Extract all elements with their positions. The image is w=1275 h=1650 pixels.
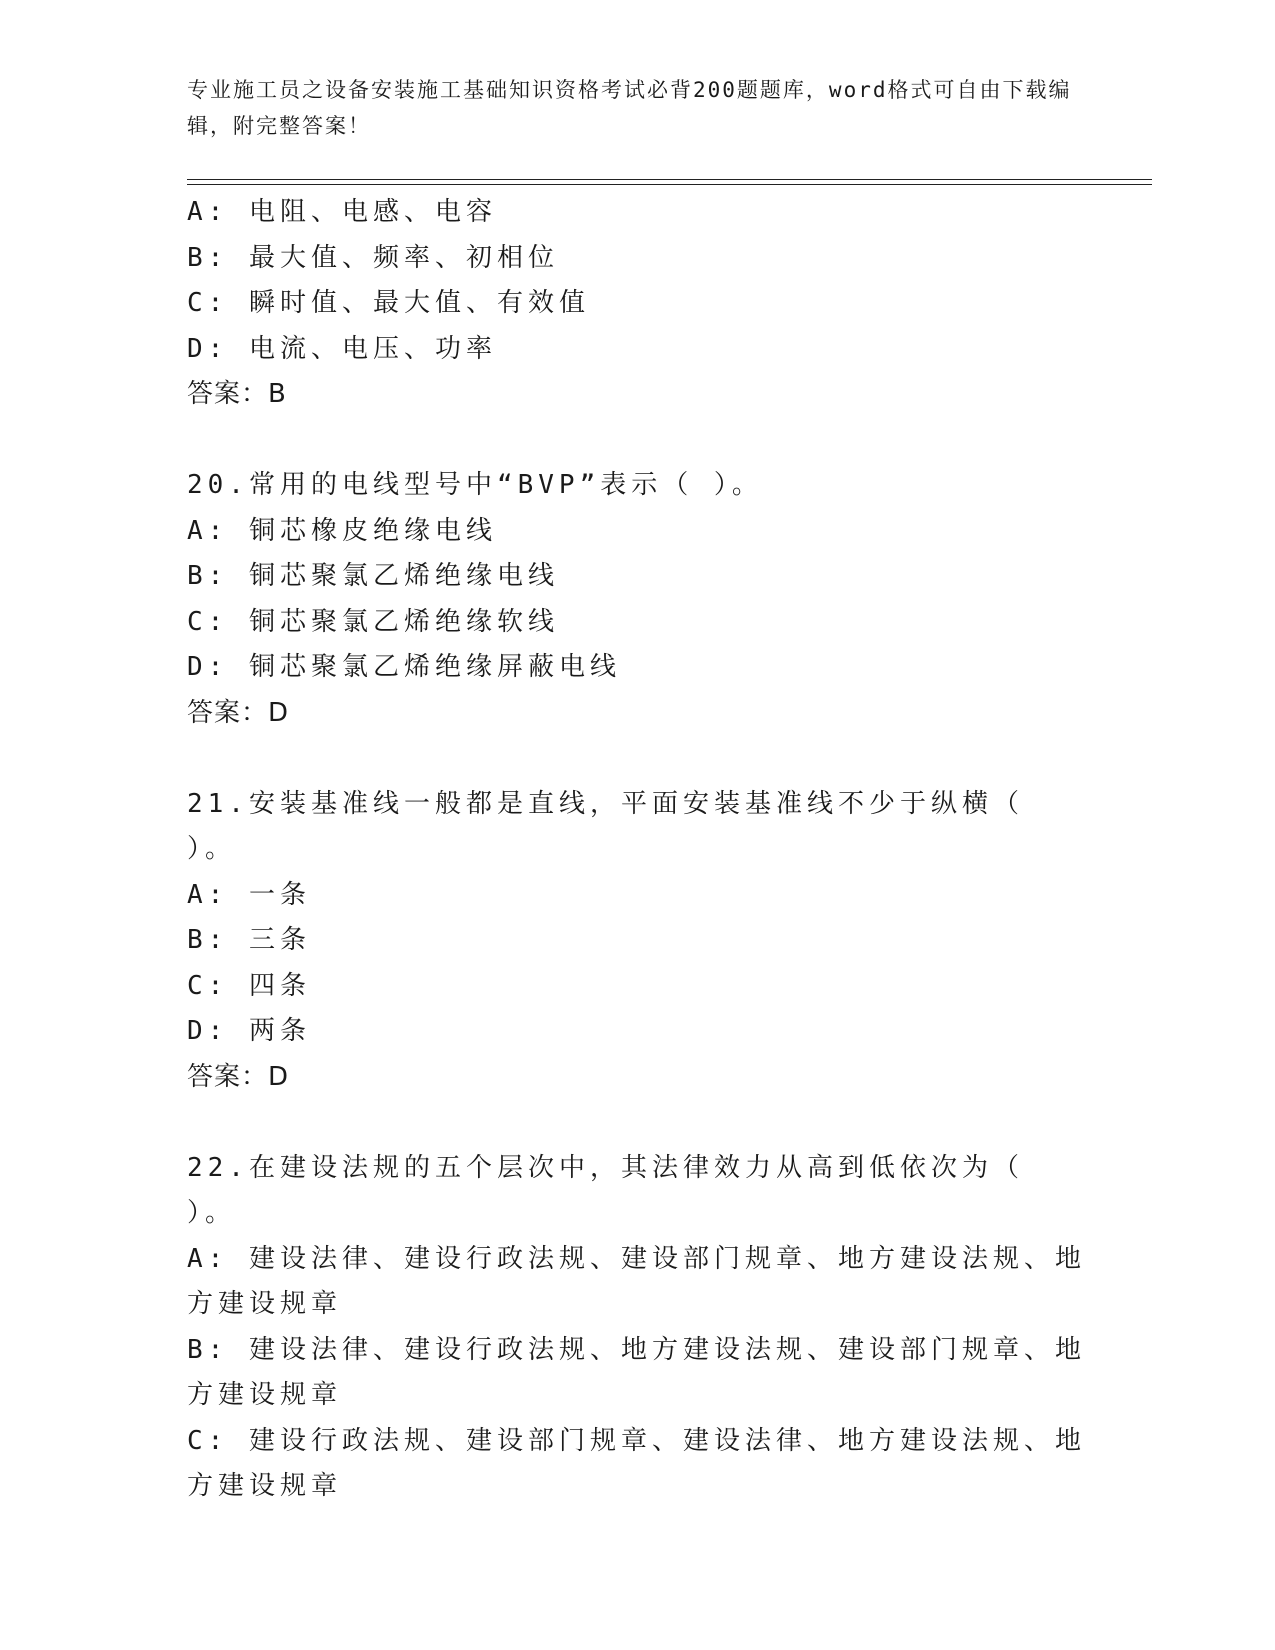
- spacer: [187, 736, 1087, 782]
- document-body: [187, 190, 1087, 1510]
- question-19-block: [187, 190, 1087, 418]
- question-20-block: [187, 463, 1087, 736]
- question-19-option-d: D: 电流、电压、功率: [187, 333, 497, 364]
- question-19-option-a: A: 电阻、电感、电容: [187, 197, 497, 227]
- question-22-option-c: C: 建设行政法规、建设部门规章、建设法律、地方建设法规、地方建设规章: [187, 1425, 1086, 1501]
- question-21-option-b: B: 三条: [187, 925, 311, 955]
- document-header: 专业施工员之设备安装施工基础知识资格考试必背200题题库，word格式可自由下载编辑，附完整答案！: [187, 78, 1072, 138]
- question-21-stem: 21.安装基准线一般都是直线，平面安装基准线不少于纵横（ ）。: [187, 788, 1045, 864]
- question-21-answer: 答案：D: [187, 1061, 290, 1092]
- question-21-option-a: A: 一条: [187, 879, 311, 910]
- question-20-option-a: A: 铜芯橡皮绝缘电线: [187, 515, 497, 546]
- question-22-stem: 22.在建设法规的五个层次中，其法律效力从高到低依次为（ ）。: [187, 1152, 1045, 1228]
- question-21-option-d: D: 两条: [187, 1016, 311, 1046]
- question-21-option-c: C: 四条: [187, 970, 311, 1001]
- header-divider-bottom: [187, 184, 1152, 185]
- question-22-option-b: B: 建设法律、建设行政法规、地方建设法规、建设部门规章、地方建设规章: [187, 1334, 1086, 1410]
- question-19-answer: 答案：B: [187, 379, 287, 409]
- question-20-option-b: B: 铜芯聚氯乙烯绝缘电线: [187, 561, 559, 591]
- spacer: [187, 1100, 1087, 1146]
- question-20-option-c: C: 铜芯聚氯乙烯绝缘软线: [187, 606, 559, 637]
- question-19-option-b: B: 最大值、频率、初相位: [187, 242, 559, 273]
- question-19-option-c: C: 瞬时值、最大值、有效值: [187, 288, 590, 318]
- question-22-block: [187, 1146, 1087, 1510]
- question-20-option-d: D: 铜芯聚氯乙烯绝缘屏蔽电线: [187, 652, 621, 682]
- question-20-answer: 答案：D: [187, 697, 290, 728]
- header-divider-top: [187, 179, 1152, 180]
- question-20-stem: 20.常用的电线型号中“BVP”表示（ ）。: [187, 470, 763, 500]
- spacer: [187, 418, 1087, 464]
- question-21-block: [187, 782, 1087, 1101]
- question-22-option-a: A: 建设法律、建设行政法规、建设部门规章、地方建设法规、地方建设规章: [187, 1243, 1086, 1319]
